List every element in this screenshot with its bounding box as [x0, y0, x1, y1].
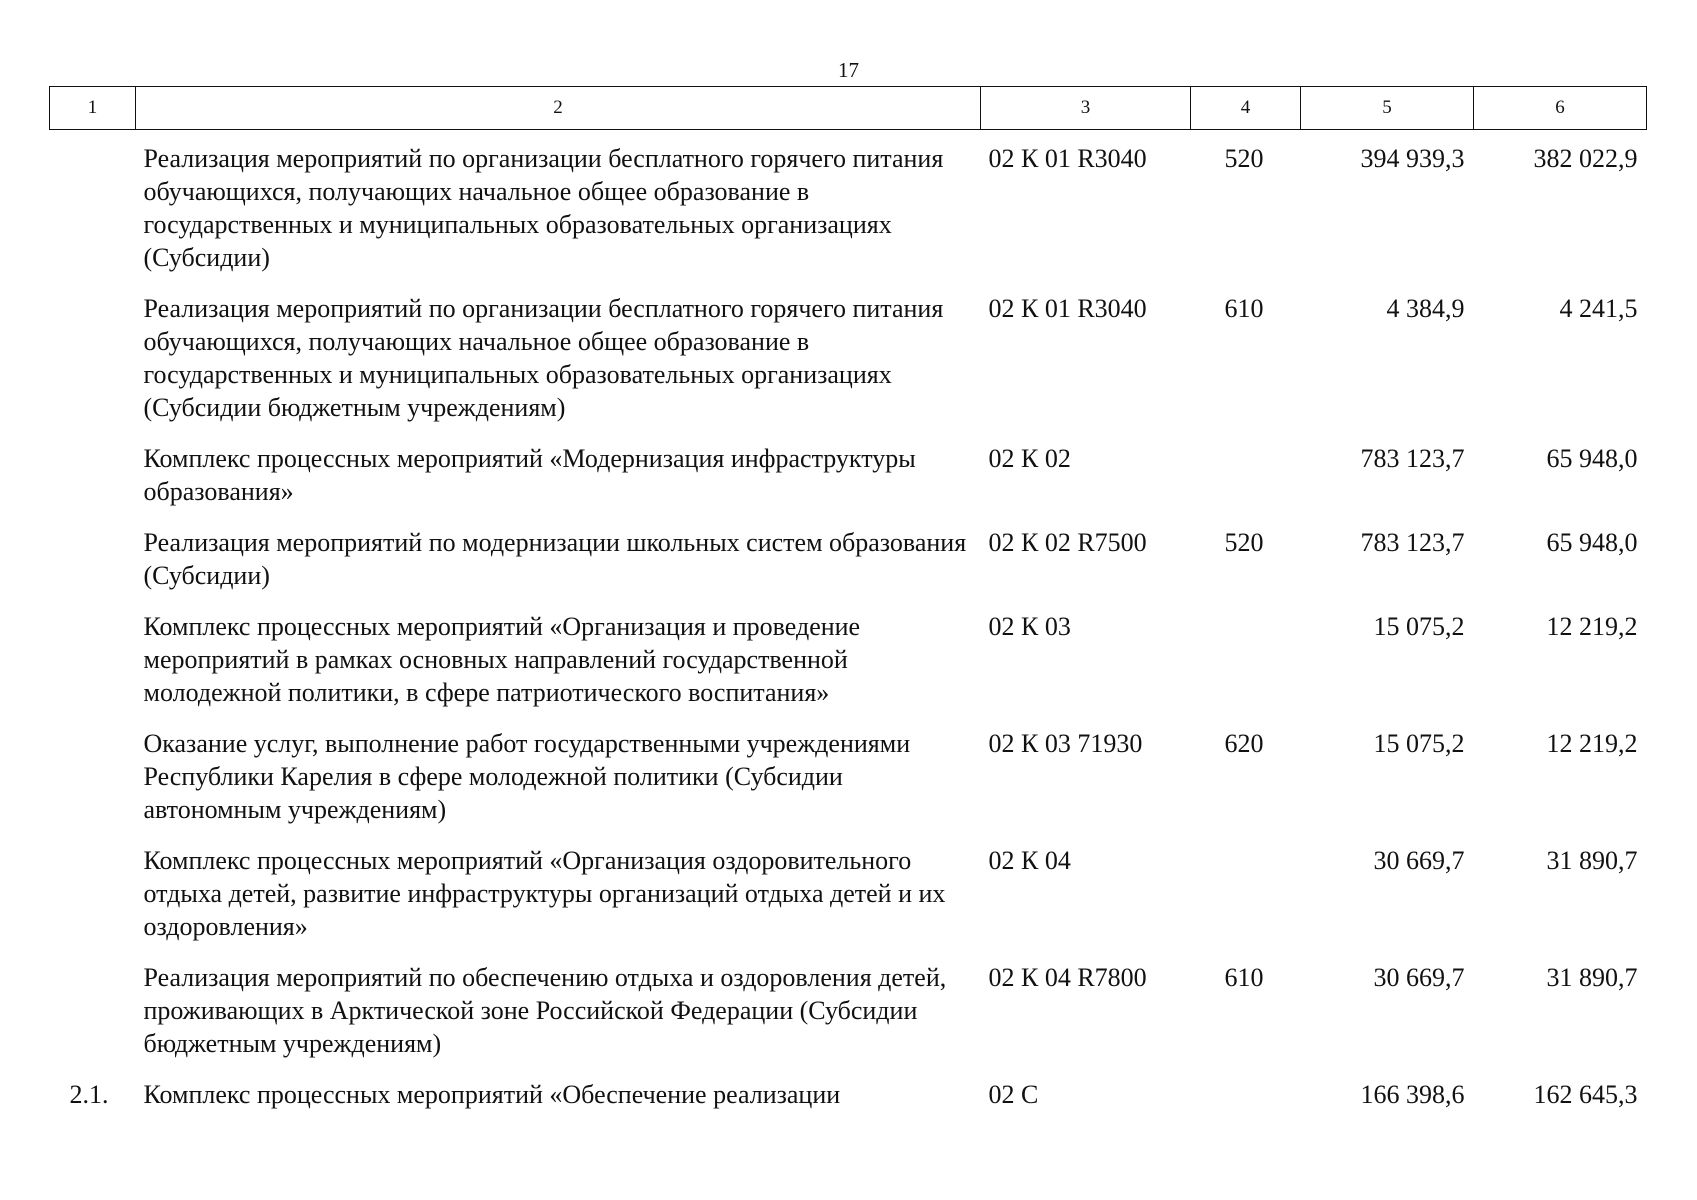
row-expense-type: 520	[1224, 144, 1264, 173]
row-amount-5: 15 075,2	[1373, 612, 1465, 641]
row-name: Реализация мероприятий по организации бесплатного горячего питания обучающихся, получающих начальное общее образование в государственных и муниципальных образовательных организациях (Субсидии)	[143, 144, 944, 272]
row-amount-6: 382 022,9	[1533, 144, 1638, 173]
row-amount-6: 162 645,3	[1533, 1080, 1638, 1109]
table-row	[50, 130, 1647, 281]
row-code: 02 К 04 R7800	[988, 963, 1147, 992]
row-amount-5: 30 669,7	[1373, 846, 1465, 875]
table-row	[50, 949, 1647, 1066]
row-amount-6: 4 241,5	[1559, 294, 1638, 323]
row-code: 02 К 02	[988, 444, 1071, 473]
row-code: 02 К 03 71930	[988, 729, 1143, 758]
header-col-6: 6	[1474, 87, 1647, 130]
header-col-3: 3	[981, 87, 1191, 130]
row-number	[50, 130, 136, 281]
row-amount-5: 783 123,7	[1360, 528, 1465, 557]
row-number	[50, 949, 136, 1066]
page-number: 17	[838, 58, 859, 82]
budget-table	[49, 86, 1647, 1117]
row-expense-type: 610	[1224, 294, 1264, 323]
row-name: Комплекс процессных мероприятий «Модернизация инфраструктуры образования»	[143, 444, 916, 506]
row-code: 02 К 03	[988, 612, 1071, 641]
row-code: 02 К 01 R3040	[988, 144, 1147, 173]
row-expense-type	[1191, 430, 1301, 514]
row-number	[50, 514, 136, 598]
row-amount-5: 394 939,3	[1360, 144, 1465, 173]
row-name: Комплекс процессных мероприятий «Организация оздоровительного отдыха детей, развитие инфраструктуры организаций отдыха детей и их оздоровления»	[143, 846, 946, 941]
row-amount-5: 166 398,6	[1360, 1080, 1465, 1109]
row-number: 2.1.	[69, 1080, 109, 1109]
table-row	[50, 832, 1647, 949]
header-col-4: 4	[1191, 87, 1301, 130]
row-expense-type: 610	[1224, 963, 1264, 992]
header-col-1: 1	[50, 87, 136, 130]
row-expense-type	[1191, 832, 1301, 949]
row-code: 02 К 01 R3040	[988, 294, 1147, 323]
row-amount-6: 31 890,7	[1546, 963, 1638, 992]
row-number	[50, 598, 136, 715]
row-amount-6: 12 219,2	[1546, 612, 1638, 641]
row-name: Комплекс процессных мероприятий «Обеспечение реализации	[143, 1080, 841, 1109]
table-row	[50, 430, 1647, 514]
row-amount-5: 4 384,9	[1386, 294, 1465, 323]
header-col-5: 5	[1301, 87, 1474, 130]
table-row	[50, 598, 1647, 715]
row-code: 02 К 04	[988, 846, 1071, 875]
row-amount-6: 12 219,2	[1546, 729, 1638, 758]
row-amount-6: 65 948,0	[1546, 444, 1638, 473]
row-amount-5: 15 075,2	[1373, 729, 1465, 758]
table-header-row	[50, 87, 1647, 130]
row-name: Реализация мероприятий по модернизации школьных систем образования (Субсидии)	[143, 528, 967, 590]
table-row	[50, 514, 1647, 598]
row-code: 02 К 02 R7500	[988, 528, 1147, 557]
row-number	[50, 430, 136, 514]
row-expense-type	[1191, 598, 1301, 715]
table-row	[50, 280, 1647, 430]
row-number	[50, 832, 136, 949]
row-number	[50, 280, 136, 430]
row-name: Реализация мероприятий по обеспечению отдыха и оздоровления детей, проживающих в Арктической зоне Российской Федерации (Субсидии бюджетным учреждениям)	[143, 963, 947, 1058]
row-amount-5: 783 123,7	[1360, 444, 1465, 473]
row-expense-type: 620	[1224, 729, 1264, 758]
row-amount-5: 30 669,7	[1373, 963, 1465, 992]
row-amount-6: 65 948,0	[1546, 528, 1638, 557]
row-amount-6: 31 890,7	[1546, 846, 1638, 875]
row-number	[50, 715, 136, 832]
table-row	[50, 715, 1647, 832]
table-row	[50, 1066, 1647, 1117]
row-name: Оказание услуг, выполнение работ государственными учреждениями Республики Карелия в сфере молодежной политики (Субсидии автономным учреждениям)	[143, 729, 911, 824]
row-name: Комплекс процессных мероприятий «Организация и проведение мероприятий в рамках основных направлений государственной молодежной политики, в сфере патриотического воспитания»	[143, 612, 861, 707]
row-expense-type: 520	[1224, 528, 1264, 557]
row-code: 02 С	[988, 1080, 1039, 1109]
header-col-2: 2	[136, 87, 981, 130]
row-name: Реализация мероприятий по организации бесплатного горячего питания обучающихся, получающих начальное общее образование в государственных и муниципальных образовательных организациях (Субсидии бюджетным учреждениям)	[143, 294, 944, 422]
row-expense-type	[1191, 1066, 1301, 1117]
